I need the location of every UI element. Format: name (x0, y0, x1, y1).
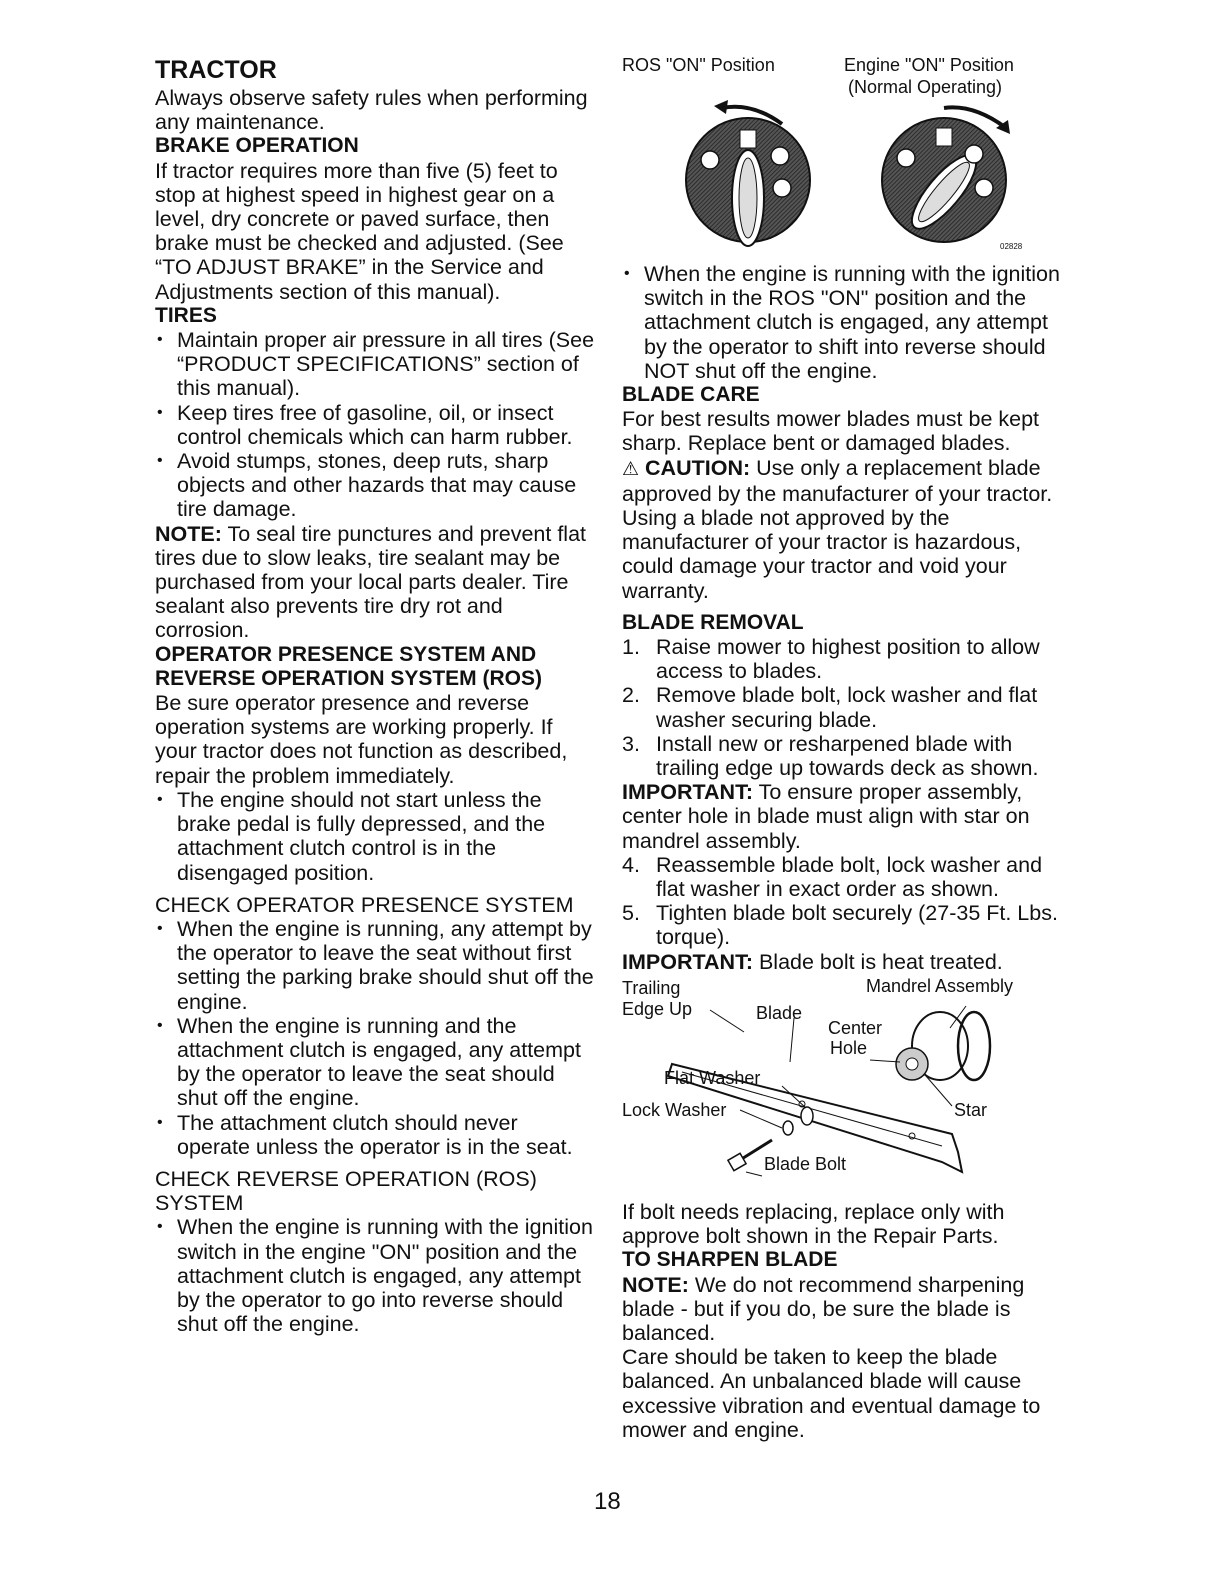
check-ros-heading: CHECK REVERSE OPERATION (ROS) SYSTEM (155, 1166, 537, 1216)
removal-steps-b (622, 853, 1062, 950)
important-label: IMPORTANT: (622, 780, 753, 805)
caution-text: Use only a replacement blade approved by the manufacturer of your tractor. Using a blade not approved by the manufacturer of your tractor is hazardous, could damage your tractor and void your warranty. (622, 455, 1053, 603)
ops-list (155, 788, 595, 885)
check-ops-heading: CHECK OPERATOR PRESENCE SYSTEM (155, 892, 574, 917)
list-item (622, 853, 1062, 901)
care-text: Care should be taken to keep the blade balanced. An unbalanced blade will cause excessive vibration and eventual damage to mower and engine. (622, 1345, 1041, 1442)
left-column (155, 52, 595, 1336)
list-item: • When the engine is running with the ignition switch in the engine "ON" position and the attachment clutch is engaged, any attempt by the operator to go into reverse should shut off the engine. (155, 1215, 595, 1336)
flat-washer-label: Flat Washer (664, 1067, 761, 1088)
page-number: 18 (594, 1488, 621, 1515)
step-number: 2. (622, 683, 640, 708)
step-text: Tighten blade bolt securely (27-35 Ft. Lbs. torque). (656, 901, 1058, 950)
mandrel-label: Mandrel Assembly (866, 975, 1014, 996)
important-text: To ensure proper assembly, center hole in blade must align with star on mandrel assembly. (622, 780, 1030, 853)
note-text: To seal tire punctures and prevent flat tires due to slow leaks, tire sealant may be purchased from your local parts dealer. Tire sealant also prevents tire dry rot and corrosion. (155, 521, 587, 643)
hole-label: Hole (830, 1037, 868, 1058)
sharpen-heading: TO SHARPEN BLADE (622, 1248, 838, 1272)
tire-note (155, 522, 595, 643)
list-item: • The engine should not start unless the brake pedal is fully depressed, and the attachment clutch control is in the disengaged position. (155, 788, 595, 885)
step-number: 5. (622, 901, 640, 926)
edge-up-label: Edge Up (622, 998, 693, 1019)
blade-care-heading: BLADE CARE (622, 383, 760, 407)
step-number: 4. (622, 852, 640, 877)
lock-washer-label: Lock Washer (622, 1099, 727, 1120)
step-number: 1. (622, 635, 640, 660)
list-item: • When the engine is running with the ignition switch in the ROS "ON" position and the attachment clutch is engaged, any attempt by the operator to shift into reverse should NOT shut off the engine. (622, 262, 1062, 383)
list-item: • Avoid stumps, stones, deep ruts, sharp objects and other hazards that may cause tire damage. (155, 449, 595, 522)
tractor-heading: TRACTOR (155, 56, 277, 84)
list-item: • Keep tires free of gasoline, oil, or insect control chemicals which can harm rubber. (155, 401, 595, 449)
ignition-switch-figure (622, 52, 1062, 262)
caution-label: CAUTION: (645, 455, 751, 480)
tires-heading: TIRES (155, 303, 217, 327)
ros-list (622, 262, 1062, 383)
caution-paragraph (622, 456, 1062, 603)
list-item: • Maintain proper air pressure in all tires (See “PRODUCT SPECIFICATIONS” section of this manual). (155, 328, 595, 401)
note-text: We do not recommend sharpening blade - but if you do, be sure the blade is balanced. (622, 1272, 1025, 1345)
brake-heading: BRAKE OPERATION (155, 134, 359, 158)
list-item (622, 635, 1062, 683)
step-text: Raise mower to highest position to allow access to blades. (656, 635, 1040, 684)
check-ros-list (155, 1215, 595, 1336)
blade-bolt-label: Blade Bolt (764, 1153, 847, 1174)
blade-label: Blade (756, 1002, 803, 1023)
ops-heading: OPERATOR PRESENCE SYSTEM AND REVERSE OPERATION SYSTEM (ROS) (155, 642, 542, 690)
tires-list (155, 328, 595, 522)
star-label: Star (954, 1099, 988, 1120)
important-note-2 (622, 950, 1062, 974)
step-text: Install new or resharpened blade with trailing edge up towards deck as shown. (656, 731, 1039, 781)
list-item (622, 732, 1062, 780)
blade-assembly-figure (622, 976, 1062, 1194)
note-label: NOTE: (622, 1272, 689, 1297)
ignition-switch-icon (622, 52, 1062, 262)
ops-text: Be sure operator presence and reverse operation systems are working properly. If your tractor does not function as described, repair the problem immediately. (155, 691, 568, 788)
blade-removal-heading: BLADE REMOVAL (622, 610, 804, 634)
warning-icon: ⚠ (622, 458, 640, 480)
engine-on-sublabel: (Normal Operating) (848, 77, 1003, 97)
center-label: Center (828, 1017, 883, 1038)
removal-steps-a (622, 635, 1062, 780)
right-column (622, 52, 1062, 1442)
engine-on-label: Engine "ON" Position (844, 55, 1014, 75)
important-text: Blade bolt is heat treated. (752, 949, 1003, 974)
trailing-label: Trailing (622, 977, 681, 998)
list-item: • The attachment clutch should never operate unless the operator is in the seat. (155, 1111, 595, 1159)
important-note-1 (622, 780, 1062, 853)
list-item (622, 901, 1062, 949)
step-text: Remove blade bolt, lock washer and flat washer securing blade. (656, 683, 1038, 732)
brake-text: If tractor requires more than five (5) feet to stop at highest speed in highest gear on a level, dry concrete or paved surface, then brake must be checked and adjusted. (See “TO ADJUST BRAKE” in the Service and Adjustments section of this manual). (155, 158, 564, 304)
important-label: IMPORTANT: (622, 949, 753, 974)
list-item: • When the engine is running, any attempt by the operator to leave the seat without first setting the parking brake should shut off the engine. (155, 917, 595, 1014)
step-text: Reassemble blade bolt, lock washer and flat washer in exact order as shown. (656, 852, 1043, 902)
blade-care-text: For best results mower blades must be kept sharp. Replace bent or damaged blades. (622, 407, 1040, 456)
list-item: • When the engine is running and the attachment clutch is engaged, any attempt by the operator to leave the seat should shut off the engine. (155, 1014, 595, 1111)
check-ops-list (155, 917, 595, 1159)
step-number: 3. (622, 731, 640, 756)
bolt-text: If bolt needs replacing, replace only with approve bolt shown in the Repair Parts. (622, 1199, 1005, 1249)
note-label: NOTE: (155, 521, 222, 546)
figure-code: 02828 (1000, 242, 1023, 251)
list-item (622, 683, 1062, 731)
tractor-intro: Always observe safety rules when performing any maintenance. (155, 86, 588, 135)
ros-on-label: ROS "ON" Position (622, 55, 775, 75)
sharpen-note (622, 1273, 1062, 1346)
